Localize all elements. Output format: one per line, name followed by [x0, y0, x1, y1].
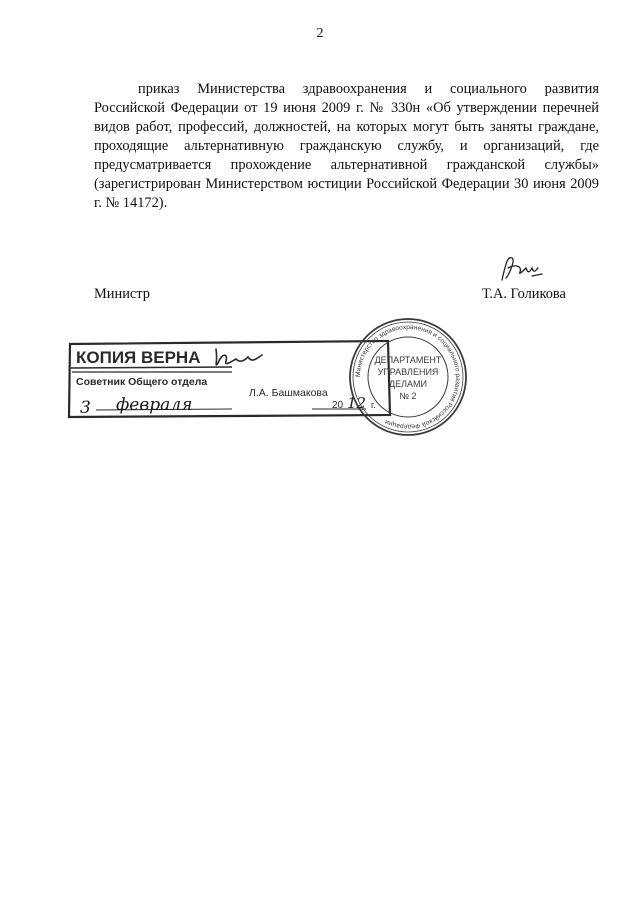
department-seal — [347, 316, 469, 438]
stamp-year-marker: г. — [371, 400, 376, 410]
seal-center-line-3: ДЕЛАМИ — [389, 379, 427, 389]
seal-center-line-4: № 2 — [399, 391, 417, 401]
stamp-date-month: февраля — [116, 395, 193, 415]
stamp-role: Советник Общего отдела — [76, 376, 208, 388]
stamp-person: Л.А. Башмакова — [249, 387, 328, 399]
signatory-name: Т.А. Голикова — [482, 286, 566, 302]
body-paragraph: приказ Министерства здравоохранения и социального развития Российской Федерации от 19 июня 2009 г. № 330н «Об утверждении перечней видов работ, профессий, должностей, на которых могут быть заняты граждане, проходящие альтернативную гражданскую службу, и организаций, где предусматривается прохождение альтернативной гражданской службы» (зарегистрирован Министерством юстиции Российской Федерации 30 июня 2009 г. № 14172). — [94, 81, 599, 211]
seal-ring-text: Министерство здравоохранения и социального развития Российской Федерации — [354, 323, 462, 431]
signatory-position: Министр — [94, 286, 150, 302]
minister-signature — [496, 250, 546, 286]
seal-center-line-2: УПРАВЛЕНИЯ — [377, 367, 439, 377]
stamp-title: КОПИЯ ВЕРНА — [76, 348, 201, 367]
stamp-date-day: 3 — [80, 398, 91, 418]
copy-certified-stamp — [66, 339, 392, 419]
stamp-year-prefix: 20 — [332, 400, 344, 411]
stamp-year-suffix: 12 — [347, 394, 367, 412]
page-number: 2 — [316, 26, 324, 41]
seal-center-line-1: ДЕПАРТАМЕНТ — [374, 355, 442, 365]
